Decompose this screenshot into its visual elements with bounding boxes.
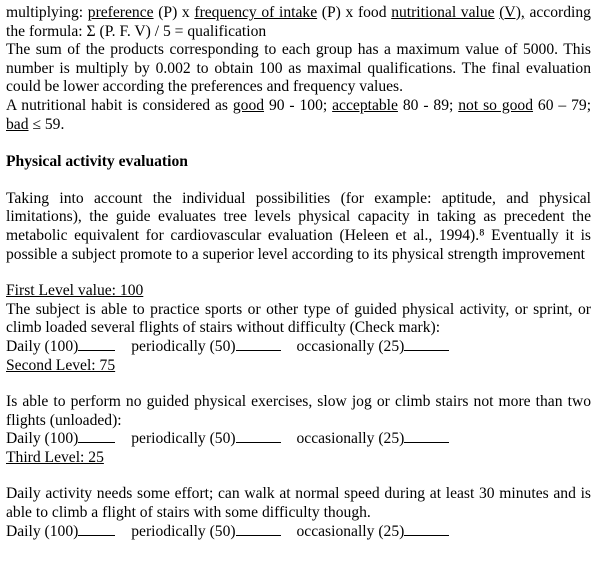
option-occasional-label: occasionally (25) [296,337,405,355]
text: 80 - 89; [402,96,454,114]
term-acceptable: acceptable [332,96,398,114]
formula-paragraph [6,4,591,41]
periodic-blank[interactable] [236,441,281,443]
term-bad: bad [6,115,29,133]
periodic-blank[interactable] [236,349,281,351]
text: 90 - 100; [268,96,328,114]
term-not-so-good: not so good [458,96,534,114]
term-good: good [232,96,265,114]
term-frequency: frequency of intake [194,4,318,21]
occasional-blank[interactable] [404,441,449,443]
daily-blank[interactable] [78,441,115,443]
periodic-blank[interactable] [236,534,281,536]
sum-paragraph: The sum of the products corresponding to each group has a maximum value of 5000. This number is multiply by 0.002 to obtain 100 as maximal qualifications. The final evaluation could be lower according the preferences and frequency values. [6,41,591,96]
level2-title: Second Level: 75 [6,356,116,374]
intro-paragraph: Taking into account the individual possibilities (for example: aptitude, and physical limitations), the guide evaluates tree levels physical capacity in taking as precedent the metabolic equivalent for cardiovascular evaluation (Heleen et al., 1994).⁸ Eventually it is possible a subject promote to a superior level according to its physical strength improvement [6,189,591,263]
text: (V), [499,4,525,21]
daily-blank[interactable] [78,349,115,351]
level3-text: Daily activity needs some effort; can walk at normal speed during at least 30 minutes and is able to climb a flight of stairs with some difficulty though. [6,485,591,522]
level3-title: Third Level: 25 [6,448,104,466]
text: ≤ 59. [32,115,65,133]
occasional-blank[interactable] [404,349,449,351]
habit-scale-paragraph [6,97,591,134]
text: A nutritional habit is considered as [6,96,228,114]
daily-blank[interactable] [78,534,115,536]
level2-options [6,430,591,449]
level1-text: The subject is able to practice sports or other type of guided physical activity, or sprint, or climb loaded several flights of stairs without difficulty (Check mark): [6,300,591,337]
formula-text: according the formula: Σ (P. F. V) / 5 = qualification [6,4,591,40]
text: multiplying: [6,4,84,21]
option-occasional-label: occasionally (25) [296,430,405,448]
occasional-blank[interactable] [404,534,449,536]
level3-options [6,523,591,542]
term-preference: preference [87,4,154,21]
text: (P) x food [321,4,387,21]
option-periodic-label: periodically (50) [131,337,236,355]
level1-title: First Level value: 100 [6,282,144,300]
level2-text: Is able to perform no guided physical exercises, slow jog or climb stairs not more than two flights (unloaded): [6,393,591,429]
section-heading: Physical activity evaluation [6,153,188,171]
term-nutritional-value: nutritional value [391,4,495,21]
option-periodic-label: periodically (50) [131,430,236,448]
option-daily-label: Daily (100) [6,522,79,540]
option-occasional-label: occasionally (25) [296,522,405,540]
text: (P) x [158,4,190,21]
level1-options [6,338,591,357]
option-periodic-label: periodically (50) [131,522,236,540]
option-daily-label: Daily (100) [6,430,79,448]
text: 60 – 79; [537,96,592,114]
option-daily-label: Daily (100) [6,337,79,355]
